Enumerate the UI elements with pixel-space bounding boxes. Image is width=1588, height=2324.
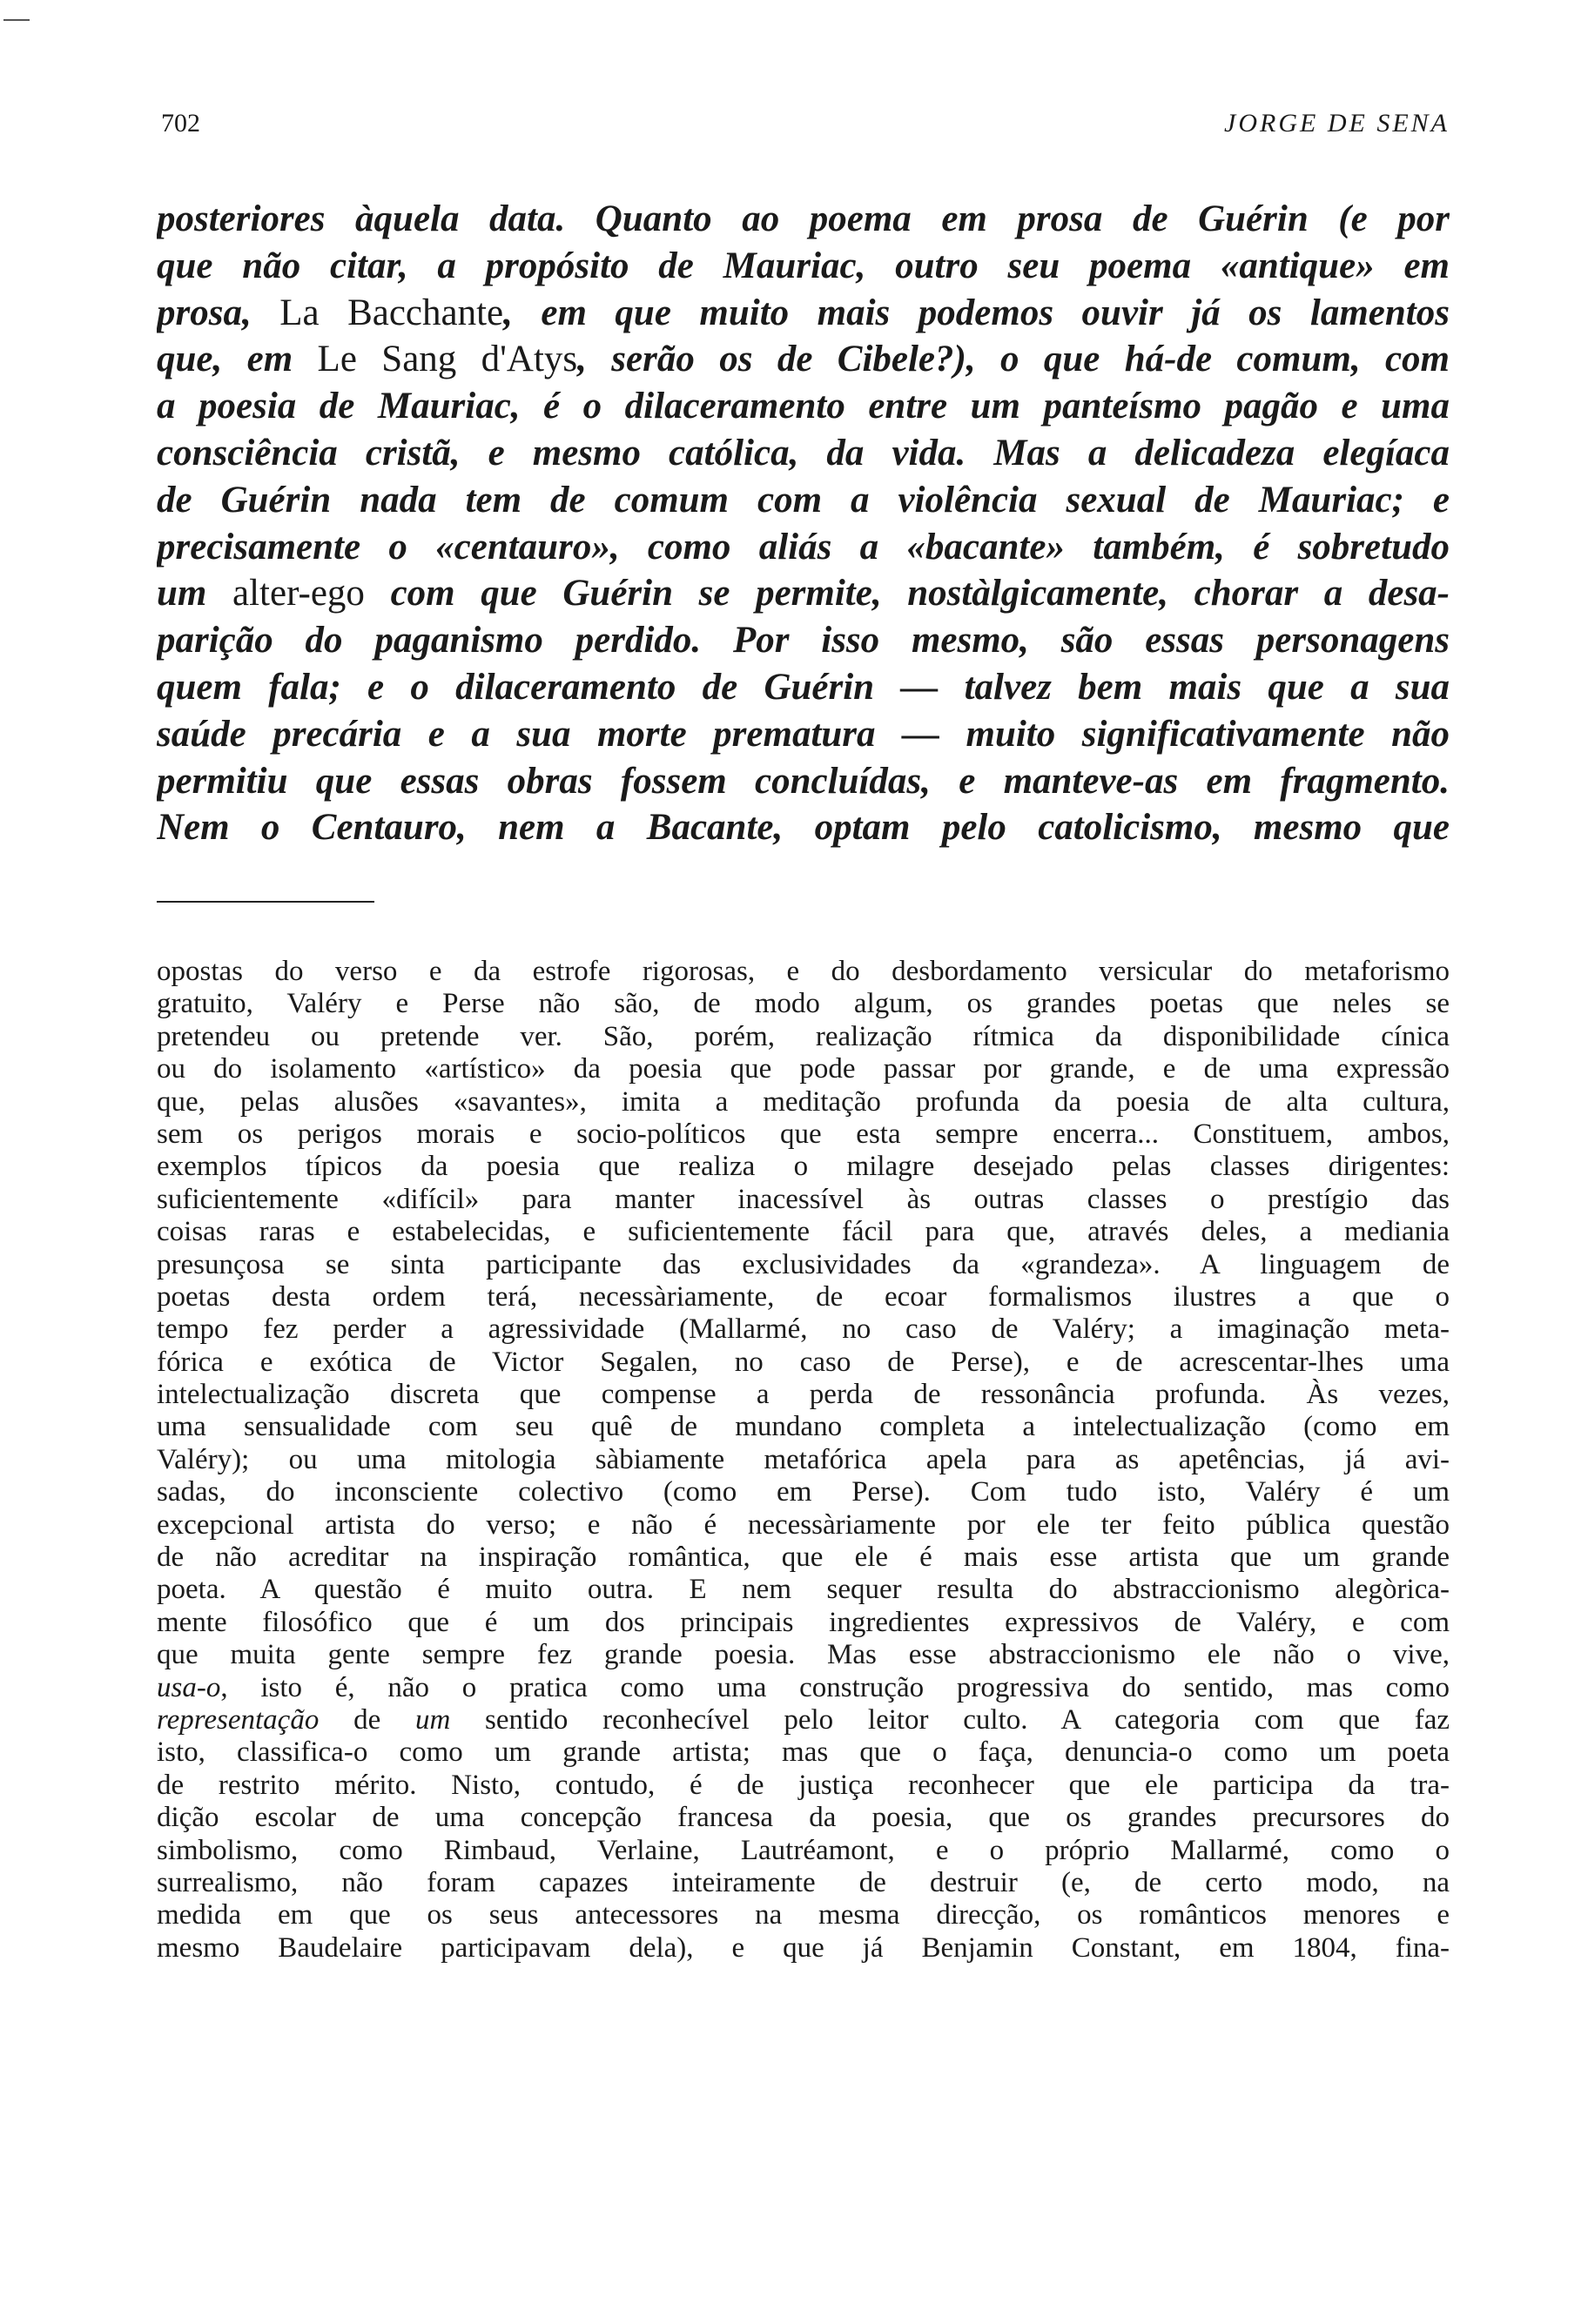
text-segment: sem os perigos morais e socio-políticos que esta sempre encerra... Constituem, ambos, xyxy=(157,1118,1450,1150)
text-segment: saúde precária e a sua morte prematura — muito significativamente não xyxy=(157,713,1450,755)
text-segment: Valéry); ou uma mitologia sàbiamente metafórica apela para as apetências, já avi- xyxy=(157,1443,1450,1475)
text-segment: poetas desta ordem terá, necessàriamente, de ecoar formalismos ilustres a que o xyxy=(157,1280,1450,1313)
text-segment: gratuito, Valéry e Perse não são, de modo algum, os grandes poetas que neles se xyxy=(157,988,1450,1020)
text-segment: fórica e exótica de Victor Segalen, no caso de Perse), e de acrescentar-lhes uma xyxy=(157,1346,1450,1378)
text-segment: permitiu que essas obras fossem concluídas, e manteve-as em fragmento. xyxy=(157,760,1450,802)
text-line xyxy=(157,383,1450,430)
text-line xyxy=(157,617,1450,664)
text-segment: que, pelas alusões «savantes», imita a meditação profunda da poesia de alta cultura, xyxy=(157,1085,1450,1118)
text-segment: coisas raras e estabelecidas, e suficientemente fácil para que, através deles, a mediania xyxy=(157,1216,1450,1248)
text-segment: excepcional artista do verso; e não é necessàriamente por ele ter feito pública questão xyxy=(157,1508,1450,1541)
text-segment: surrealismo, não foram capazes inteiramente de destruir (e, de certo modo, na xyxy=(157,1866,1450,1898)
footnote-line xyxy=(157,1476,1450,1508)
scan-mark xyxy=(3,19,30,21)
text-segment: ou do isolamento «artístico» da poesia que pode passar por grande, e de uma expressão xyxy=(157,1053,1450,1085)
text-segment: que, em xyxy=(157,339,318,380)
text-segment: com que Guérin se permite, nostàlgicamente, chorar a desa- xyxy=(364,573,1450,615)
text-line xyxy=(157,804,1450,851)
footnote-line xyxy=(157,1053,1450,1085)
footnote-line xyxy=(157,1086,1450,1118)
text-segment: representação xyxy=(157,1703,320,1736)
text-segment: Le Sang d'Atys xyxy=(317,339,578,380)
text-segment: medida em que os seus antecessores na mesma direcção, os românticos menores e xyxy=(157,1899,1450,1931)
footnote-line xyxy=(157,1281,1450,1313)
text-segment: uma sensualidade com seu quê de mundano completa a intelectualização (como em xyxy=(157,1411,1450,1443)
text-segment: sentido reconhecível pelo leitor culto. A categoria com que faz xyxy=(450,1703,1450,1736)
main-text xyxy=(157,196,1450,851)
text-segment: tempo fez perder a agressividade (Mallarmé, no caso de Valéry; a imaginação meta- xyxy=(157,1313,1450,1346)
footnote-line xyxy=(157,1574,1450,1606)
text-line xyxy=(157,711,1450,758)
text-segment: precisamente o «centauro», como aliás a «bacante» também, é sobretudo xyxy=(157,526,1450,568)
footnote-line xyxy=(157,1607,1450,1639)
running-head: JORGE DE SENA xyxy=(1224,109,1450,138)
footnote-line xyxy=(157,1184,1450,1216)
footnote-line xyxy=(157,1835,1450,1867)
text-segment: um xyxy=(157,573,232,615)
footnote-line xyxy=(157,1509,1450,1541)
text-segment: opostas do verso e da estrofe rigorosas, e do desbordamento versicular do metaforismo xyxy=(157,956,1450,987)
footnote-line xyxy=(157,956,1450,988)
text-line xyxy=(157,196,1450,243)
footnote xyxy=(157,956,1450,1965)
text-line xyxy=(157,758,1450,805)
footnote-line xyxy=(157,1770,1450,1802)
footnote-line xyxy=(157,1379,1450,1411)
text-segment: intelectualização discreta que compense a perda de ressonância profunda. Às vezes, xyxy=(157,1379,1450,1411)
text-line xyxy=(157,430,1450,477)
text-segment: dição escolar de uma concepção francesa da poesia, que os grandes precursores do xyxy=(157,1802,1450,1834)
text-segment: consciência cristã, e mesmo católica, da vida. Mas a delicadeza elegíaca xyxy=(157,432,1450,474)
footnote-line xyxy=(157,1151,1450,1183)
text-line xyxy=(157,664,1450,711)
text-segment: La Bacchante xyxy=(279,292,504,333)
text-segment: , em que muito mais podemos ouvir já os lamentos xyxy=(503,292,1450,333)
footnote-line xyxy=(157,988,1450,1020)
text-segment: isto, classifica-o como um grande artista; mas que o faça, denuncia-o como um poeta xyxy=(157,1736,1450,1769)
footnote-line xyxy=(157,1672,1450,1704)
text-segment: presunçosa se sinta participante das exclusividades da «grandeza». A linguagem de xyxy=(157,1248,1450,1280)
text-segment: , serão os de Cibele?), o que há-de comum, com xyxy=(577,339,1450,380)
text-segment: parição do paganismo perdido. Por isso mesmo, são essas personagens xyxy=(157,620,1450,662)
text-line xyxy=(157,477,1450,524)
text-segment: Nem o Centauro, nem a Bacante, optam pelo catolicismo, mesmo que xyxy=(157,807,1450,849)
footnote-line xyxy=(157,1802,1450,1834)
footnote-line xyxy=(157,1867,1450,1899)
text-segment: um xyxy=(414,1703,451,1736)
text-segment: prosa, xyxy=(157,292,280,333)
footnote-line xyxy=(157,1639,1450,1671)
footnote-line xyxy=(157,1021,1450,1053)
text-segment: quem fala; e o dilaceramento de Guérin — talvez bem mais que a sua xyxy=(157,666,1450,708)
footnote-line xyxy=(157,1899,1450,1931)
footnote-line xyxy=(157,1932,1450,1965)
text-segment: pretendeu ou pretende ver. São, porém, realização rítmica da disponibilidade cínica xyxy=(157,1020,1450,1052)
text-segment: a poesia de Mauriac, é o dilaceramento entre um panteísmo pagão e uma xyxy=(157,386,1450,427)
footnote-line xyxy=(157,1118,1450,1151)
text-segment: de Guérin nada tem de comum com a violência sexual de Mauriac; e xyxy=(157,479,1450,521)
text-segment: mente filosófico que é um dos principais ingredientes expressivos de Valéry, e com xyxy=(157,1606,1450,1638)
text-segment: simbolismo, como Rimbaud, Verlaine, Lautréamont, e o próprio Mallarmé, como o xyxy=(157,1834,1450,1866)
text-segment: poeta. A questão é muito outra. E nem sequer resulta do abstraccionismo alegòrica- xyxy=(157,1574,1450,1606)
text-segment: de não acreditar na inspiração romântica, que ele é mais esse artista que um grande xyxy=(157,1541,1450,1574)
footnote-separator xyxy=(157,901,374,903)
text-segment: suficientemente «difícil» para manter inacessível às outras classes o prestígio das xyxy=(157,1183,1450,1215)
text-segment: alter-ego xyxy=(232,573,365,615)
footnote-line xyxy=(157,1704,1450,1736)
text-segment: de restrito mérito. Nisto, contudo, é de justiça reconhecer que ele participa da tra- xyxy=(157,1769,1450,1801)
text-segment: sadas, do inconsciente colectivo (como em Perse). Com tudo isto, Valéry é um xyxy=(157,1476,1450,1508)
text-line xyxy=(157,570,1450,617)
footnote-line xyxy=(157,1313,1450,1346)
text-segment: usa-o xyxy=(157,1671,221,1703)
footnote-line xyxy=(157,1541,1450,1574)
text-segment: mesmo Baudelaire participavam dela), e que já Benjamin Constant, em 1804, fina- xyxy=(157,1931,1450,1964)
text-line xyxy=(157,524,1450,571)
footnote-line xyxy=(157,1347,1450,1379)
footnote-line xyxy=(157,1736,1450,1769)
page-number: 702 xyxy=(161,109,200,138)
text-segment: de xyxy=(319,1703,415,1736)
text-line xyxy=(157,243,1450,290)
footnote-line xyxy=(157,1216,1450,1248)
text-line xyxy=(157,336,1450,383)
page-header xyxy=(161,109,1450,144)
text-segment: exemplos típicos da poesia que realiza o milagre desejado pelas classes dirigentes: xyxy=(157,1151,1450,1183)
text-segment: , isto é, não o pratica como uma construção progressiva do sentido, mas como xyxy=(220,1671,1450,1703)
text-segment: que não citar, a propósito de Mauriac, outro seu poema «antique» em xyxy=(157,245,1450,286)
text-segment: posteriores àquela data. Quanto ao poema em prosa de Guérin (e por xyxy=(157,198,1450,239)
footnote-line xyxy=(157,1444,1450,1476)
text-line xyxy=(157,290,1450,337)
text-segment: que muita gente sempre fez grande poesia. Mas esse abstraccionismo ele não o vive, xyxy=(157,1639,1450,1671)
footnote-line xyxy=(157,1249,1450,1281)
footnote-line xyxy=(157,1411,1450,1443)
